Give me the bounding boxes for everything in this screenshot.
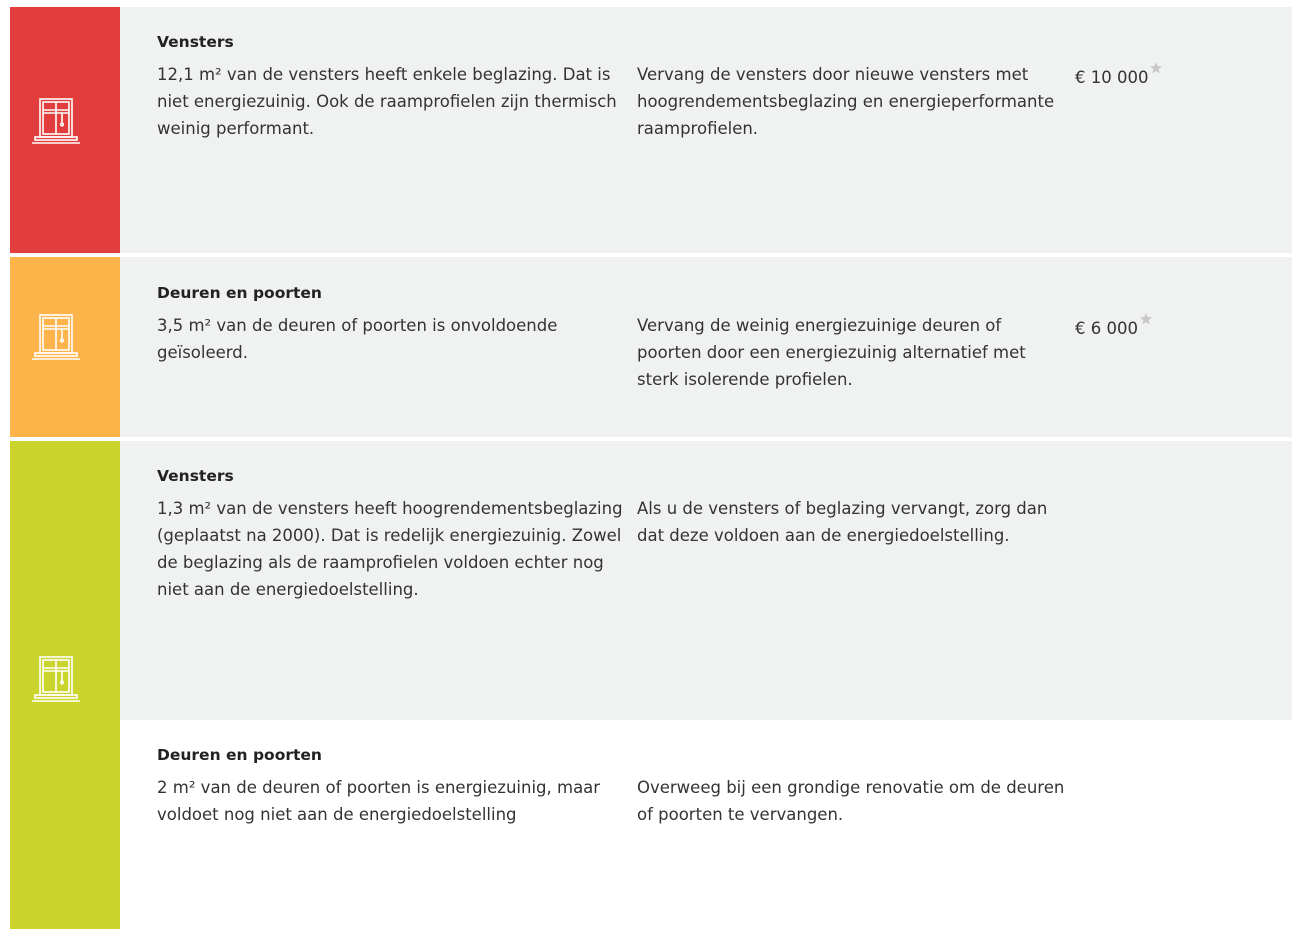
measure-row <box>120 441 1292 720</box>
star-icon <box>1149 61 1163 75</box>
measure-title: Vensters <box>157 33 234 51</box>
window-icon <box>26 307 86 367</box>
measure-advice: Vervang de weinig energiezuinige deuren of poorten door een energiezuinig alternatief met sterk isolerende profielen. <box>637 316 1026 389</box>
price-value: € 6 000 <box>1075 319 1138 338</box>
measure-description: 1,3 m² van de vensters heeft hoogrendementsbeglazing (geplaatst na 2000). Dat is redelijk energiezuinig. Zowel de beglazing als de raamprofielen voldoen echter nog niet aan de energiedoelstelling. <box>157 499 623 599</box>
window-icon <box>26 91 86 151</box>
measure-price <box>1075 61 1163 91</box>
measure-title: Deuren en poorten <box>157 284 322 302</box>
measure-group-orange <box>10 257 1292 437</box>
measure-row <box>120 7 1292 253</box>
measure-group-red <box>10 7 1292 253</box>
measure-price <box>1075 312 1153 342</box>
measure-advice: Als u de vensters of beglazing vervangt, zorg dan dat deze voldoen aan de energiedoelstelling. <box>637 499 1048 545</box>
measure-row <box>120 257 1292 437</box>
measure-advice: Overweeg bij een grondige renovatie om de deuren of poorten te vervangen. <box>637 778 1065 824</box>
measure-row <box>120 720 1292 929</box>
measure-title: Deuren en poorten <box>157 746 322 764</box>
measure-advice: Vervang de vensters door nieuwe vensters met hoogrendementsbeglazing en energieperformante raamprofielen. <box>637 65 1055 138</box>
measure-group-green <box>10 441 1292 929</box>
measure-description: 2 m² van de deuren of poorten is energiezuinig, maar voldoet nog niet aan de energiedoelstelling <box>157 778 601 824</box>
star-icon <box>1139 312 1153 326</box>
price-value: € 10 000 <box>1075 68 1149 87</box>
measure-description: 12,1 m² van de vensters heeft enkele beglazing. Dat is niet energiezuinig. Ook de raamprofielen zijn thermisch weinig performant. <box>157 65 617 138</box>
measure-title: Vensters <box>157 467 234 485</box>
window-icon <box>26 649 86 709</box>
measure-description: 3,5 m² van de deuren of poorten is onvoldoende geïsoleerd. <box>157 316 558 362</box>
